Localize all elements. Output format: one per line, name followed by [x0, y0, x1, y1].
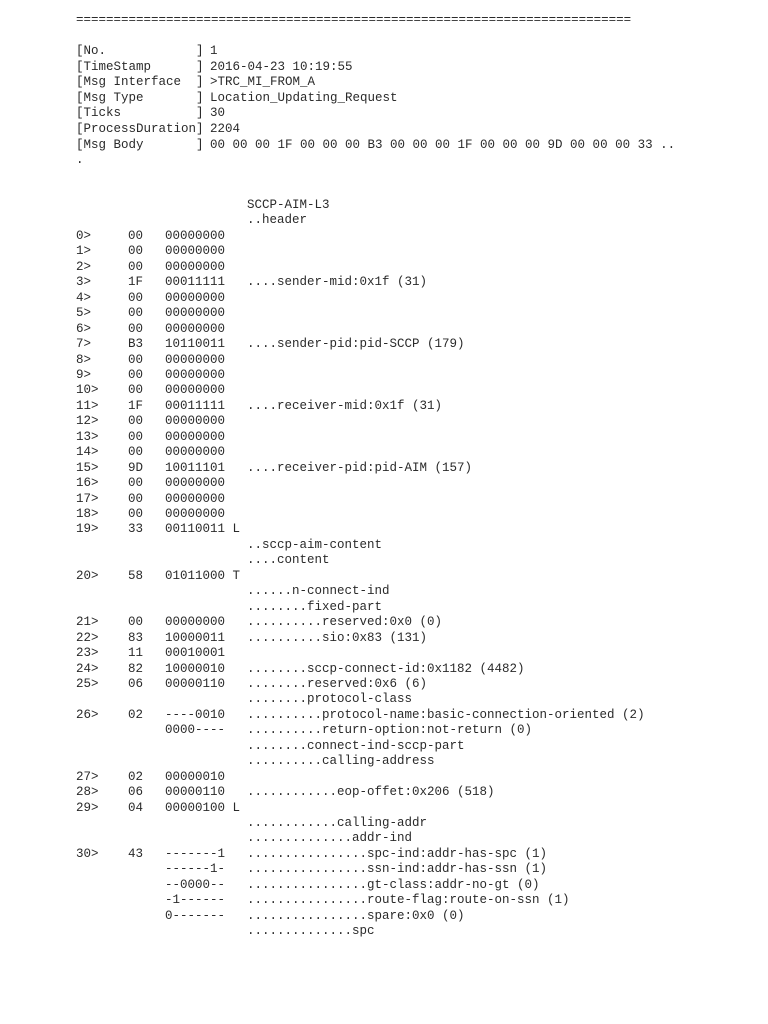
decode-row: [0, 212, 768, 228]
field-description: ..header: [247, 213, 308, 228]
field-description: ......n-connect-ind: [247, 584, 390, 599]
decode-row: [0, 274, 768, 290]
byte-hex: 11: [128, 646, 144, 661]
header-key: [TimeStamp ]: [76, 59, 204, 74]
decode-row: [0, 599, 768, 615]
field-description: ....sender-mid:0x1f (31): [247, 275, 428, 290]
byte-hex: 00: [128, 259, 144, 274]
header-key: [ProcessDuration]: [76, 122, 204, 136]
decode-row: [0, 398, 768, 414]
decode-row: [0, 506, 768, 522]
decode-row: [0, 676, 768, 692]
byte-binary: 00000000: [165, 491, 226, 506]
decode-row: [0, 923, 768, 939]
decode-row: [0, 321, 768, 337]
separator: ==========================================================================: [76, 13, 632, 27]
byte-hex: 00: [128, 414, 144, 429]
byte-hex: 00: [128, 476, 144, 491]
byte-offset: 24>: [76, 661, 99, 676]
byte-offset: 6>: [76, 321, 92, 336]
byte-binary: 0-------: [165, 908, 226, 923]
byte-offset: 14>: [76, 445, 99, 460]
header-row: [0, 137, 768, 153]
byte-hex: 00: [128, 321, 144, 336]
decode-row: [0, 738, 768, 754]
decode-row: [0, 552, 768, 568]
byte-hex: 00: [128, 383, 144, 398]
byte-offset: 22>: [76, 630, 99, 645]
byte-binary: 00000010: [165, 769, 226, 784]
byte-hex: 58: [128, 568, 144, 583]
byte-offset: 10>: [76, 383, 99, 398]
byte-offset: 9>: [76, 367, 92, 382]
byte-hex: 00: [128, 445, 144, 460]
byte-binary: 00000000: [165, 445, 226, 460]
byte-hex: 9D: [128, 460, 144, 475]
decode-row: [0, 630, 768, 646]
byte-binary: 00000000: [165, 367, 226, 382]
field-description: ..............addr-ind: [247, 831, 413, 846]
byte-offset: 4>: [76, 290, 92, 305]
byte-hex: 00: [128, 306, 144, 321]
byte-binary: 00000000: [165, 259, 226, 274]
byte-hex: 00: [128, 244, 144, 259]
byte-hex: 00: [128, 507, 144, 521]
header-value: 2016-04-23 10:19:55: [210, 59, 353, 74]
field-description: ....content: [247, 553, 330, 568]
byte-binary: 00000000: [165, 290, 226, 305]
field-description: ........connect-ind-sccp-part: [247, 738, 465, 753]
decode-row: [0, 290, 768, 306]
byte-binary: 00000110: [165, 785, 226, 800]
byte-offset: 25>: [76, 676, 99, 691]
byte-offset: 3>: [76, 275, 92, 290]
decode-row: [0, 243, 768, 259]
field-description: ........reserved:0x6 (6): [247, 676, 428, 691]
byte-binary: 00000000: [165, 507, 226, 521]
byte-binary: 00000000: [165, 429, 226, 444]
decode-row: [0, 336, 768, 352]
byte-hex: B3: [128, 337, 144, 352]
decode-row: [0, 197, 768, 213]
byte-hex: 00: [128, 290, 144, 305]
header-value: 30: [210, 106, 226, 121]
byte-hex: 00: [128, 367, 144, 382]
field-description: ..........return-option:not-return (0): [247, 723, 533, 738]
byte-offset: 13>: [76, 429, 99, 444]
decode-row: [0, 892, 768, 908]
decode-row: [0, 352, 768, 368]
field-description: ..............spc: [247, 924, 375, 939]
byte-hex: 00: [128, 429, 144, 444]
decode-row: [0, 846, 768, 862]
byte-offset: 17>: [76, 491, 99, 506]
byte-offset: 21>: [76, 615, 99, 630]
decode-row: [0, 367, 768, 383]
field-description: ....receiver-mid:0x1f (31): [247, 398, 443, 413]
field-description: ............calling-addr: [247, 816, 428, 830]
field-description: ..........calling-address: [247, 754, 435, 769]
header-row: [0, 74, 768, 90]
decode-row: [0, 583, 768, 599]
byte-hex: 06: [128, 785, 144, 800]
byte-binary: 10000010: [165, 661, 226, 676]
byte-binary: 00000000: [165, 476, 226, 491]
field-description: ............eop-offet:0x206 (518): [247, 785, 495, 800]
decode-row: [0, 784, 768, 800]
decode-row: [0, 460, 768, 476]
byte-binary: -------1: [165, 846, 226, 861]
byte-offset: 15>: [76, 460, 99, 475]
decode-row: [0, 691, 768, 707]
field-description: ........protocol-class: [247, 692, 413, 707]
byte-offset: 0>: [76, 228, 92, 243]
header-key: [Msg Interface ]: [76, 75, 204, 90]
byte-offset: 1>: [76, 244, 92, 259]
header-key: [Msg Type ]: [76, 90, 204, 105]
header-key: [Ticks ]: [76, 106, 204, 121]
byte-offset: 29>: [76, 800, 99, 815]
byte-hex: 1F: [128, 275, 144, 290]
byte-offset: 5>: [76, 306, 92, 321]
header-row: [0, 59, 768, 75]
decode-row: [0, 722, 768, 738]
byte-binary: 00000000: [165, 321, 226, 336]
header-row: [0, 105, 768, 121]
byte-offset: 20>: [76, 568, 99, 583]
byte-binary: 10110011: [165, 337, 226, 352]
byte-offset: 12>: [76, 414, 99, 429]
decode-row: [0, 800, 768, 816]
byte-offset: 19>: [76, 522, 99, 537]
byte-offset: 8>: [76, 352, 92, 367]
byte-binary: 00000000: [165, 306, 226, 321]
byte-binary: 00110011 L: [165, 522, 241, 537]
byte-hex: 02: [128, 707, 144, 722]
decode-row: [0, 568, 768, 584]
byte-hex: 00: [128, 352, 144, 367]
byte-binary: 0000----: [165, 723, 226, 738]
field-description: ................route-flag:route-on-ssn (1): [247, 893, 570, 908]
byte-hex: 43: [128, 846, 144, 861]
byte-offset: 26>: [76, 707, 99, 722]
field-description: ................gt-class:addr-no-gt (0): [247, 877, 540, 892]
byte-binary: 00000000: [165, 244, 226, 259]
field-description: ..sccp-aim-content: [247, 537, 383, 552]
decode-row: [0, 614, 768, 630]
decode-row: [0, 861, 768, 877]
byte-binary: --0000--: [165, 877, 226, 892]
decode-row: [0, 537, 768, 553]
byte-binary: 00000000: [165, 615, 226, 630]
byte-offset: 2>: [76, 259, 92, 274]
separator-line: [0, 12, 768, 28]
decode-row: [0, 707, 768, 723]
decode-row: [0, 259, 768, 275]
msg-body-continuation: .: [76, 153, 84, 168]
decode-row: [0, 491, 768, 507]
decode-row: [0, 413, 768, 429]
msg-body-tail: [0, 152, 768, 168]
decode-row: [0, 769, 768, 785]
field-description: ........sccp-connect-id:0x1182 (4482): [247, 661, 525, 676]
byte-hex: 33: [128, 522, 144, 537]
decode-row: [0, 429, 768, 445]
byte-hex: 00: [128, 615, 144, 630]
field-description: ................spc-ind:addr-has-spc (1): [247, 846, 548, 861]
decode-row: [0, 830, 768, 846]
decode-row: [0, 382, 768, 398]
field-description: SCCP-AIM-L3: [247, 198, 330, 212]
byte-offset: 23>: [76, 646, 99, 661]
byte-binary: 00000110: [165, 676, 226, 691]
byte-offset: 11>: [76, 398, 99, 413]
byte-offset: 7>: [76, 337, 92, 352]
decode-row: [0, 228, 768, 244]
header-value: 00 00 00 1F 00 00 00 B3 00 00 00 1F 00 00 00 9D 00 00 00 33 ..: [210, 137, 676, 152]
decode-row: [0, 815, 768, 831]
decode-row: [0, 521, 768, 537]
byte-binary: 00000000: [165, 352, 226, 367]
byte-binary: ------1-: [165, 862, 226, 877]
decode-row: [0, 877, 768, 893]
byte-hex: 00: [128, 491, 144, 506]
byte-hex: 02: [128, 769, 144, 784]
field-description: ........fixed-part: [247, 599, 383, 614]
decode-row: [0, 444, 768, 460]
byte-binary: 00010001: [165, 646, 226, 661]
field-description: ..........protocol-name:basic-connection-oriented (2): [247, 707, 645, 722]
byte-binary: 00000100 L: [165, 800, 241, 815]
decode-row: [0, 475, 768, 491]
byte-hex: 00: [128, 228, 144, 243]
byte-binary: 10011101: [165, 460, 226, 475]
byte-binary: 10000011: [165, 630, 226, 645]
byte-hex: 82: [128, 661, 144, 676]
field-description: ................ssn-ind:addr-has-ssn (1): [247, 862, 548, 877]
header-key: [Msg Body ]: [76, 137, 204, 152]
byte-offset: 28>: [76, 785, 99, 800]
byte-offset: 30>: [76, 846, 99, 861]
field-description: ..........reserved:0x0 (0): [247, 615, 443, 630]
byte-binary: 00000000: [165, 414, 226, 429]
header-value: >TRC_MI_FROM_A: [210, 75, 316, 90]
byte-hex: 04: [128, 800, 144, 815]
byte-binary: 01011000 T: [165, 568, 241, 583]
decode-row: [0, 305, 768, 321]
field-description: ....receiver-pid:pid-AIM (157): [247, 460, 473, 475]
byte-binary: 00000000: [165, 228, 226, 243]
decode-row: [0, 661, 768, 677]
byte-binary: 00011111: [165, 275, 226, 290]
header-row: [0, 121, 768, 137]
byte-offset: 27>: [76, 769, 99, 784]
field-description: ................spare:0x0 (0): [247, 908, 465, 923]
byte-binary: ----0010: [165, 707, 226, 722]
field-description: ....sender-pid:pid-SCCP (179): [247, 337, 465, 352]
header-value: 2204: [210, 122, 241, 136]
header-value: 1: [210, 44, 218, 58]
decode-row: [0, 908, 768, 924]
byte-hex: 06: [128, 676, 144, 691]
header-row: [0, 90, 768, 106]
decode-row: [0, 645, 768, 661]
decode-row: [0, 753, 768, 769]
byte-binary: 00000000: [165, 383, 226, 398]
byte-hex: 83: [128, 630, 144, 645]
byte-offset: 18>: [76, 507, 99, 521]
header-value: Location_Updating_Request: [210, 90, 398, 105]
field-description: ..........sio:0x83 (131): [247, 630, 428, 645]
header-key: [No. ]: [76, 44, 204, 58]
byte-binary: 00011111: [165, 398, 226, 413]
header-row: [0, 43, 768, 59]
byte-offset: 16>: [76, 476, 99, 491]
byte-binary: -1------: [165, 893, 226, 908]
byte-hex: 1F: [128, 398, 144, 413]
